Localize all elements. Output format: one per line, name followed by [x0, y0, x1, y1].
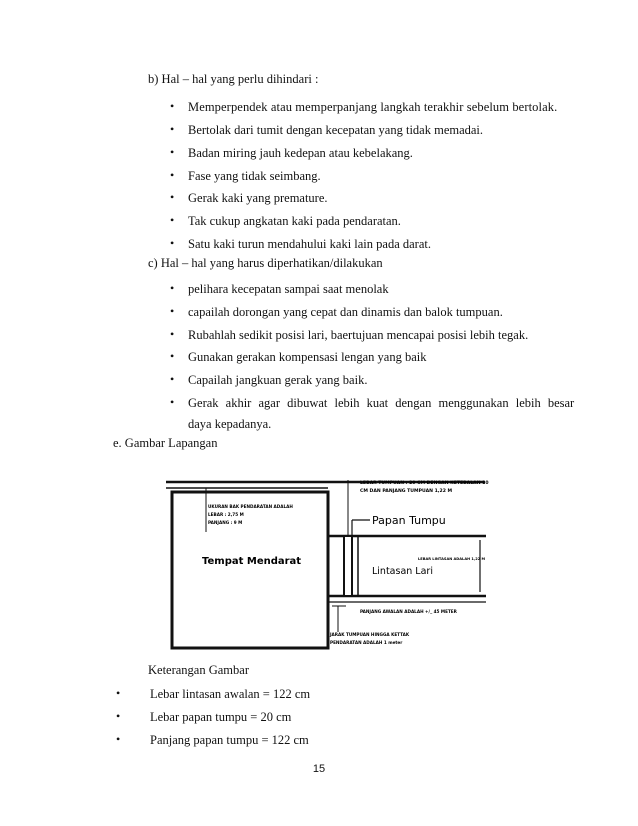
list-item: Satu kaki turun mendahului kaki lain pada darat.: [188, 237, 431, 251]
label-ukuran-bak: PANJANG : 9 M: [208, 520, 243, 525]
list-item-continuation: daya kepadanya.: [188, 417, 272, 431]
list-item: Gunakan gerakan kompensasi lengan yang baik: [188, 350, 427, 364]
list-item: Bertolak dari tumit dengan kecepatan yang tidak memadai.: [188, 123, 484, 137]
bullet-icon: •: [170, 327, 175, 341]
list-item: Lebar lintasan awalan = 122 cm: [150, 687, 311, 701]
label-ukuran-bak: LEBAR : 2,75 M: [208, 512, 244, 517]
label-lebar-tumpuan: CM DAN PANJANG TUMPUAN 1,22 M: [360, 489, 453, 494]
list-item: Badan miring jauh kedepan atau kebelakang.: [188, 146, 413, 160]
bullet-icon: •: [170, 190, 175, 204]
list-item: Panjang papan tumpu = 122 cm: [150, 733, 309, 747]
bullet-icon: •: [170, 304, 175, 318]
takeoff-board: [344, 536, 352, 596]
list-item: Tak cukup angkatan kaki pada pendaratan.: [188, 214, 401, 228]
bullet-icon: •: [170, 281, 175, 295]
section-b-heading: b) Hal – hal yang perlu dihindari :: [148, 72, 319, 86]
label-lebar-tumpuan: LEBAR TUMPUAN : 20 CM DENGAN KETEBALAN 10: [360, 481, 489, 486]
landing-pit: [172, 492, 328, 648]
bullet-icon: •: [116, 686, 121, 700]
bullet-icon: •: [170, 122, 175, 136]
list-item: Memperpendek atau memperpanjang langkah terakhir sebelum bertolak.: [188, 100, 558, 114]
list-item: Gerak kaki yang premature.: [188, 191, 328, 205]
bullet-icon: •: [116, 709, 121, 723]
bullet-icon: •: [170, 236, 175, 250]
bullet-icon: •: [170, 349, 175, 363]
field-diagram-svg: [160, 470, 500, 660]
page-number: 15: [312, 763, 326, 775]
bullet-icon: •: [116, 732, 121, 746]
bullet-icon: •: [170, 168, 175, 182]
list-item: capailah dorongan yang cepat dan dinamis dan balok tumpuan.: [188, 305, 503, 319]
section-c-heading: c) Hal – hal yang harus diperhatikan/dilakukan: [148, 256, 383, 270]
bullet-icon: •: [170, 213, 175, 227]
label-panjang-awalan: PANJANG AWALAN ADALAH +/_ 45 METER: [360, 609, 457, 614]
label-papan-tumpu: Papan Tumpu: [372, 514, 446, 527]
section-e-heading: e. Gambar Lapangan: [113, 436, 218, 450]
bullet-icon: •: [170, 99, 175, 113]
list-item: Fase yang tidak seimbang.: [188, 169, 321, 183]
list-item: Lebar papan tumpu = 20 cm: [150, 710, 292, 724]
keterangan-heading: Keterangan Gambar: [148, 663, 249, 677]
label-ukuran-bak: UKURAN BAK PENDARATAN ADALAH: [208, 504, 293, 509]
label-lebar-lintasan: LEBAR LINTASAN ADALAH 1,22 M: [418, 557, 486, 561]
bullet-icon: •: [170, 395, 175, 409]
label-jarak: PENDARATAN ADALAH 1 meter: [330, 640, 403, 645]
list-item: pelihara kecepatan sampai saat menolak: [188, 282, 389, 296]
field-diagram: [160, 470, 500, 665]
list-item: Capailah jangkuan gerak yang baik.: [188, 373, 368, 387]
list-item: Rubahlah sedikit posisi lari, baertujuan mencapai posisi lebih tegak.: [188, 328, 529, 342]
bullet-icon: •: [170, 145, 175, 159]
list-item: Gerak akhir agar dibuwat lebih kuat dengan menggunakan lebih besar: [188, 396, 575, 410]
label-lintasan-lari: Lintasan Lari: [372, 566, 433, 577]
label-jarak: JARAK TUMPUAN HINGGA KETTAK: [330, 632, 410, 637]
label-tempat-mendarat: Tempat Mendarat: [202, 556, 302, 567]
bullet-icon: •: [170, 372, 175, 386]
